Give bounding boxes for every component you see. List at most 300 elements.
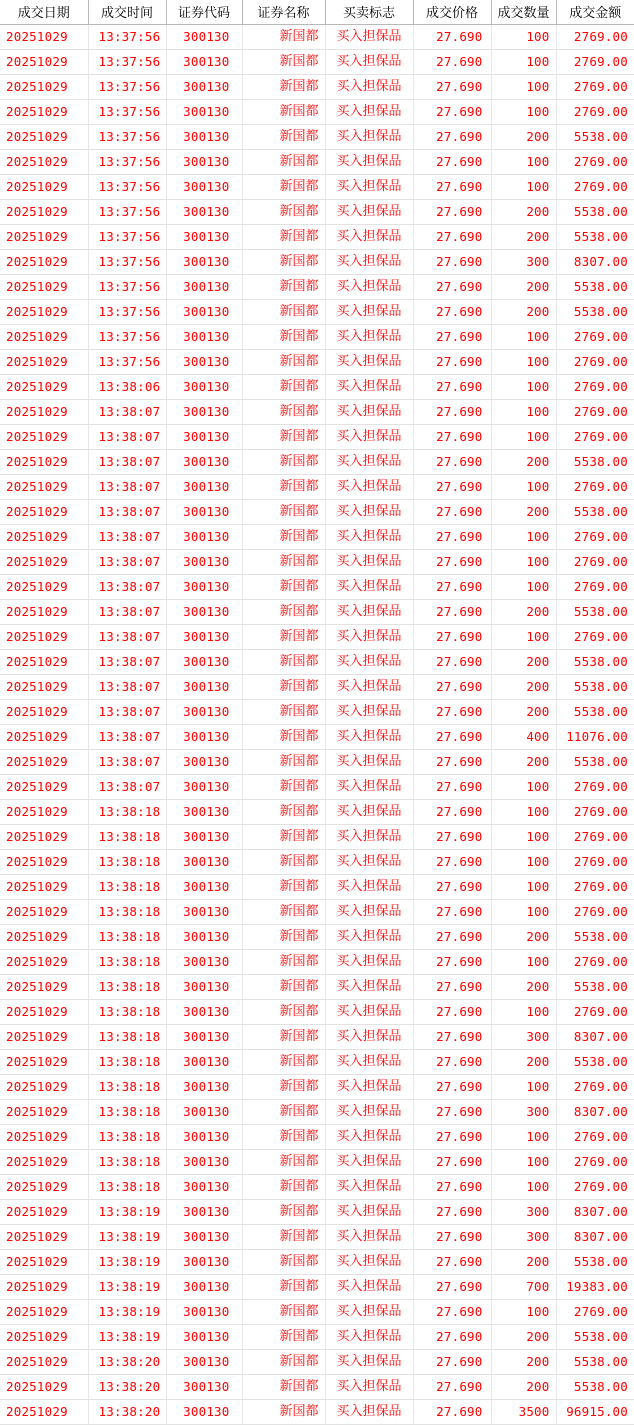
table-row[interactable]: [0, 1025, 634, 1050]
cell-flag: 买入担保品: [325, 1175, 413, 1200]
cell-time: 13:38:07: [88, 450, 166, 475]
table-row[interactable]: [0, 825, 634, 850]
cell-code: 300130: [166, 250, 242, 275]
cell-price: 27.690: [413, 325, 491, 350]
cell-code: 300130: [166, 925, 242, 950]
cell-flag: 买入担保品: [325, 50, 413, 75]
cell-name: 新国都: [242, 1125, 325, 1150]
column-header-name[interactable]: 证券名称: [242, 0, 325, 25]
cell-date: 20251029: [0, 25, 88, 50]
cell-code: 300130: [166, 900, 242, 925]
cell-code: 300130: [166, 75, 242, 100]
cell-price: 27.690: [413, 300, 491, 325]
cell-price: 27.690: [413, 825, 491, 850]
cell-amount: 5538.00: [556, 500, 634, 525]
cell-qty: 100: [491, 1175, 556, 1200]
table-row[interactable]: [0, 1400, 634, 1425]
cell-amount: 5538.00: [556, 200, 634, 225]
cell-date: 20251029: [0, 300, 88, 325]
table-row[interactable]: [0, 450, 634, 475]
cell-flag: 买入担保品: [325, 700, 413, 725]
table-row[interactable]: [0, 1225, 634, 1250]
cell-flag: 买入担保品: [325, 175, 413, 200]
cell-qty: 200: [491, 700, 556, 725]
cell-time: 13:38:18: [88, 1150, 166, 1175]
cell-date: 20251029: [0, 75, 88, 100]
cell-code: 300130: [166, 825, 242, 850]
table-row[interactable]: [0, 150, 634, 175]
cell-code: 300130: [166, 300, 242, 325]
cell-flag: 买入担保品: [325, 750, 413, 775]
cell-amount: 2769.00: [556, 425, 634, 450]
cell-time: 13:37:56: [88, 150, 166, 175]
cell-time: 13:37:56: [88, 100, 166, 125]
table-row[interactable]: [0, 1200, 634, 1225]
cell-code: 300130: [166, 1275, 242, 1300]
cell-date: 20251029: [0, 350, 88, 375]
table-row[interactable]: [0, 275, 634, 300]
cell-qty: 200: [491, 600, 556, 625]
table-row[interactable]: [0, 50, 634, 75]
cell-code: 300130: [166, 1200, 242, 1225]
cell-qty: 100: [491, 1075, 556, 1100]
table-row[interactable]: [0, 1175, 634, 1200]
cell-time: 13:38:18: [88, 1000, 166, 1025]
cell-code: 300130: [166, 625, 242, 650]
cell-qty: 200: [491, 125, 556, 150]
table-row[interactable]: [0, 1250, 634, 1275]
table-row[interactable]: [0, 875, 634, 900]
table-row[interactable]: [0, 675, 634, 700]
cell-qty: 200: [491, 675, 556, 700]
cell-price: 27.690: [413, 700, 491, 725]
cell-price: 27.690: [413, 500, 491, 525]
cell-date: 20251029: [0, 425, 88, 450]
cell-name: 新国都: [242, 250, 325, 275]
cell-time: 13:38:07: [88, 625, 166, 650]
cell-name: 新国都: [242, 800, 325, 825]
cell-price: 27.690: [413, 400, 491, 425]
cell-amount: 8307.00: [556, 1025, 634, 1050]
column-header-qty[interactable]: 成交数量: [491, 0, 556, 25]
table-row[interactable]: [0, 575, 634, 600]
cell-time: 13:38:07: [88, 500, 166, 525]
table-row[interactable]: [0, 400, 634, 425]
cell-time: 13:38:18: [88, 1125, 166, 1150]
cell-time: 13:38:07: [88, 400, 166, 425]
table-row[interactable]: [0, 1150, 634, 1175]
cell-price: 27.690: [413, 575, 491, 600]
cell-flag: 买入担保品: [325, 1325, 413, 1350]
cell-date: 20251029: [0, 875, 88, 900]
cell-name: 新国都: [242, 625, 325, 650]
cell-qty: 300: [491, 1225, 556, 1250]
cell-time: 13:37:56: [88, 275, 166, 300]
column-header-price[interactable]: 成交价格: [413, 0, 491, 25]
cell-time: 13:38:18: [88, 1025, 166, 1050]
cell-date: 20251029: [0, 1200, 88, 1225]
table-row[interactable]: [0, 1125, 634, 1150]
cell-qty: 200: [491, 750, 556, 775]
cell-time: 13:38:18: [88, 1100, 166, 1125]
table-row[interactable]: [0, 1050, 634, 1075]
cell-code: 300130: [166, 475, 242, 500]
cell-name: 新国都: [242, 275, 325, 300]
table-row[interactable]: [0, 625, 634, 650]
cell-amount: 5538.00: [556, 1050, 634, 1075]
cell-name: 新国都: [242, 1400, 325, 1425]
table-row[interactable]: [0, 600, 634, 625]
cell-qty: 100: [491, 1300, 556, 1325]
cell-qty: 200: [491, 450, 556, 475]
table-row[interactable]: [0, 250, 634, 275]
table-row[interactable]: [0, 500, 634, 525]
cell-qty: 200: [491, 1250, 556, 1275]
table-body: [0, 25, 634, 1425]
cell-name: 新国都: [242, 1175, 325, 1200]
cell-amount: 2769.00: [556, 625, 634, 650]
cell-amount: 2769.00: [556, 1150, 634, 1175]
table-row[interactable]: [0, 350, 634, 375]
cell-date: 20251029: [0, 575, 88, 600]
cell-date: 20251029: [0, 550, 88, 575]
cell-code: 300130: [166, 975, 242, 1000]
cell-amount: 5538.00: [556, 600, 634, 625]
cell-code: 300130: [166, 125, 242, 150]
cell-name: 新国都: [242, 300, 325, 325]
table-row[interactable]: [0, 925, 634, 950]
cell-price: 27.690: [413, 1050, 491, 1075]
cell-code: 300130: [166, 1175, 242, 1200]
cell-price: 27.690: [413, 1100, 491, 1125]
table-row[interactable]: [0, 1100, 634, 1125]
table-row[interactable]: [0, 1325, 634, 1350]
cell-time: 13:38:18: [88, 1050, 166, 1075]
cell-name: 新国都: [242, 575, 325, 600]
table-row[interactable]: [0, 1275, 634, 1300]
cell-time: 13:38:07: [88, 425, 166, 450]
table-row[interactable]: [0, 300, 634, 325]
table-row[interactable]: [0, 475, 634, 500]
cell-qty: 200: [491, 200, 556, 225]
table-row[interactable]: [0, 1000, 634, 1025]
cell-qty: 100: [491, 1125, 556, 1150]
cell-date: 20251029: [0, 625, 88, 650]
cell-flag: 买入担保品: [325, 525, 413, 550]
table-row[interactable]: [0, 650, 634, 675]
cell-qty: 100: [491, 775, 556, 800]
cell-code: 300130: [166, 800, 242, 825]
cell-amount: 2769.00: [556, 400, 634, 425]
cell-time: 13:38:20: [88, 1350, 166, 1375]
cell-amount: 5538.00: [556, 650, 634, 675]
cell-price: 27.690: [413, 725, 491, 750]
cell-time: 13:38:19: [88, 1275, 166, 1300]
cell-date: 20251029: [0, 1400, 88, 1425]
table-row[interactable]: [0, 375, 634, 400]
cell-flag: 买入担保品: [325, 1225, 413, 1250]
cell-time: 13:38:07: [88, 525, 166, 550]
cell-price: 27.690: [413, 1400, 491, 1425]
cell-price: 27.690: [413, 900, 491, 925]
table-row[interactable]: [0, 325, 634, 350]
cell-amount: 5538.00: [556, 1350, 634, 1375]
table-header-row: [0, 0, 634, 25]
cell-price: 27.690: [413, 875, 491, 900]
table-row[interactable]: [0, 100, 634, 125]
cell-flag: 买入担保品: [325, 1000, 413, 1025]
cell-qty: 100: [491, 625, 556, 650]
cell-code: 300130: [166, 1300, 242, 1325]
cell-price: 27.690: [413, 850, 491, 875]
table-row[interactable]: [0, 225, 634, 250]
cell-amount: 5538.00: [556, 700, 634, 725]
cell-name: 新国都: [242, 225, 325, 250]
cell-date: 20251029: [0, 225, 88, 250]
table-row[interactable]: [0, 775, 634, 800]
cell-date: 20251029: [0, 950, 88, 975]
cell-amount: 2769.00: [556, 1125, 634, 1150]
cell-price: 27.690: [413, 975, 491, 1000]
cell-date: 20251029: [0, 1225, 88, 1250]
cell-qty: 100: [491, 950, 556, 975]
cell-amount: 2769.00: [556, 825, 634, 850]
cell-qty: 100: [491, 325, 556, 350]
cell-date: 20251029: [0, 250, 88, 275]
table-row[interactable]: [0, 525, 634, 550]
cell-price: 27.690: [413, 475, 491, 500]
cell-flag: 买入担保品: [325, 575, 413, 600]
cell-price: 27.690: [413, 350, 491, 375]
cell-code: 300130: [166, 750, 242, 775]
cell-code: 300130: [166, 450, 242, 475]
cell-date: 20251029: [0, 1250, 88, 1275]
cell-date: 20251029: [0, 1325, 88, 1350]
cell-name: 新国都: [242, 1200, 325, 1225]
table-row[interactable]: [0, 175, 634, 200]
cell-price: 27.690: [413, 25, 491, 50]
cell-amount: 96915.00: [556, 1400, 634, 1425]
cell-price: 27.690: [413, 1300, 491, 1325]
cell-time: 13:38:19: [88, 1250, 166, 1275]
table-row[interactable]: [0, 425, 634, 450]
cell-name: 新国都: [242, 725, 325, 750]
cell-price: 27.690: [413, 925, 491, 950]
cell-qty: 200: [491, 275, 556, 300]
cell-time: 13:38:07: [88, 475, 166, 500]
table-row[interactable]: [0, 725, 634, 750]
cell-price: 27.690: [413, 125, 491, 150]
cell-amount: 2769.00: [556, 575, 634, 600]
cell-flag: 买入担保品: [325, 475, 413, 500]
cell-amount: 2769.00: [556, 550, 634, 575]
cell-amount: 2769.00: [556, 525, 634, 550]
table-row[interactable]: [0, 1300, 634, 1325]
cell-amount: 2769.00: [556, 325, 634, 350]
table-row[interactable]: [0, 125, 634, 150]
cell-time: 13:38:07: [88, 650, 166, 675]
cell-flag: 买入担保品: [325, 300, 413, 325]
cell-date: 20251029: [0, 925, 88, 950]
column-header-amount[interactable]: 成交金额: [556, 0, 634, 25]
cell-price: 27.690: [413, 1350, 491, 1375]
cell-price: 27.690: [413, 175, 491, 200]
column-header-time[interactable]: 成交时间: [88, 0, 166, 25]
cell-date: 20251029: [0, 800, 88, 825]
cell-amount: 19383.00: [556, 1275, 634, 1300]
cell-date: 20251029: [0, 450, 88, 475]
cell-name: 新国都: [242, 775, 325, 800]
cell-amount: 8307.00: [556, 1225, 634, 1250]
cell-date: 20251029: [0, 175, 88, 200]
table-row[interactable]: [0, 975, 634, 1000]
table-row[interactable]: [0, 850, 634, 875]
cell-date: 20251029: [0, 1375, 88, 1400]
table-row[interactable]: [0, 200, 634, 225]
cell-qty: 100: [491, 375, 556, 400]
table-row[interactable]: [0, 950, 634, 975]
cell-price: 27.690: [413, 1225, 491, 1250]
cell-amount: 2769.00: [556, 25, 634, 50]
cell-time: 13:37:56: [88, 25, 166, 50]
cell-name: 新国都: [242, 150, 325, 175]
cell-code: 300130: [166, 1250, 242, 1275]
cell-code: 300130: [166, 550, 242, 575]
cell-time: 13:38:18: [88, 875, 166, 900]
table-row[interactable]: [0, 25, 634, 50]
cell-flag: 买入担保品: [325, 400, 413, 425]
cell-flag: 买入担保品: [325, 675, 413, 700]
table-row[interactable]: [0, 550, 634, 575]
table-header: [0, 0, 634, 25]
cell-date: 20251029: [0, 1075, 88, 1100]
cell-amount: 5538.00: [556, 1250, 634, 1275]
cell-price: 27.690: [413, 1250, 491, 1275]
column-header-code[interactable]: 证券代码: [166, 0, 242, 25]
cell-qty: 100: [491, 425, 556, 450]
cell-date: 20251029: [0, 275, 88, 300]
cell-code: 300130: [166, 1025, 242, 1050]
cell-date: 20251029: [0, 525, 88, 550]
cell-amount: 2769.00: [556, 375, 634, 400]
cell-qty: 100: [491, 100, 556, 125]
cell-code: 300130: [166, 275, 242, 300]
cell-code: 300130: [166, 1000, 242, 1025]
cell-date: 20251029: [0, 1025, 88, 1050]
cell-amount: 2769.00: [556, 875, 634, 900]
cell-date: 20251029: [0, 600, 88, 625]
column-header-flag[interactable]: 买卖标志: [325, 0, 413, 25]
cell-code: 300130: [166, 775, 242, 800]
table-row[interactable]: [0, 1375, 634, 1400]
cell-qty: 100: [491, 850, 556, 875]
cell-flag: 买入担保品: [325, 1100, 413, 1125]
cell-code: 300130: [166, 100, 242, 125]
table-row[interactable]: [0, 75, 634, 100]
table-row[interactable]: [0, 900, 634, 925]
cell-name: 新国都: [242, 850, 325, 875]
cell-qty: 100: [491, 800, 556, 825]
cell-name: 新国都: [242, 700, 325, 725]
cell-code: 300130: [166, 1125, 242, 1150]
cell-price: 27.690: [413, 1125, 491, 1150]
table-row[interactable]: [0, 750, 634, 775]
cell-flag: 买入担保品: [325, 1350, 413, 1375]
cell-code: 300130: [166, 350, 242, 375]
cell-code: 300130: [166, 1100, 242, 1125]
cell-date: 20251029: [0, 150, 88, 175]
cell-code: 300130: [166, 950, 242, 975]
cell-code: 300130: [166, 375, 242, 400]
cell-amount: 5538.00: [556, 675, 634, 700]
cell-flag: 买入担保品: [325, 975, 413, 1000]
table-row[interactable]: [0, 800, 634, 825]
cell-qty: 100: [491, 1000, 556, 1025]
cell-amount: 5538.00: [556, 925, 634, 950]
cell-amount: 8307.00: [556, 250, 634, 275]
cell-amount: 2769.00: [556, 150, 634, 175]
cell-flag: 买入担保品: [325, 1125, 413, 1150]
cell-date: 20251029: [0, 675, 88, 700]
cell-time: 13:38:07: [88, 600, 166, 625]
cell-time: 13:38:18: [88, 975, 166, 1000]
cell-time: 13:38:06: [88, 375, 166, 400]
cell-price: 27.690: [413, 75, 491, 100]
cell-code: 300130: [166, 675, 242, 700]
column-header-date[interactable]: 成交日期: [0, 0, 88, 25]
cell-date: 20251029: [0, 1300, 88, 1325]
cell-code: 300130: [166, 1050, 242, 1075]
cell-time: 13:37:56: [88, 75, 166, 100]
cell-amount: 2769.00: [556, 50, 634, 75]
cell-date: 20251029: [0, 900, 88, 925]
table-row[interactable]: [0, 700, 634, 725]
cell-date: 20251029: [0, 725, 88, 750]
cell-flag: 买入担保品: [325, 900, 413, 925]
table-row[interactable]: [0, 1075, 634, 1100]
cell-date: 20251029: [0, 1000, 88, 1025]
cell-name: 新国都: [242, 875, 325, 900]
cell-amount: 2769.00: [556, 950, 634, 975]
cell-code: 300130: [166, 1225, 242, 1250]
cell-flag: 买入担保品: [325, 1375, 413, 1400]
cell-amount: 2769.00: [556, 1175, 634, 1200]
cell-amount: 2769.00: [556, 1000, 634, 1025]
cell-date: 20251029: [0, 650, 88, 675]
cell-name: 新国都: [242, 1350, 325, 1375]
cell-amount: 5538.00: [556, 1325, 634, 1350]
cell-qty: 200: [491, 500, 556, 525]
cell-price: 27.690: [413, 1025, 491, 1050]
cell-time: 13:38:07: [88, 775, 166, 800]
cell-flag: 买入担保品: [325, 1150, 413, 1175]
cell-price: 27.690: [413, 375, 491, 400]
cell-name: 新国都: [242, 350, 325, 375]
cell-name: 新国都: [242, 1275, 325, 1300]
cell-time: 13:37:56: [88, 300, 166, 325]
cell-name: 新国都: [242, 475, 325, 500]
cell-qty: 100: [491, 150, 556, 175]
cell-price: 27.690: [413, 1000, 491, 1025]
table-row[interactable]: [0, 1350, 634, 1375]
cell-code: 300130: [166, 725, 242, 750]
cell-amount: 5538.00: [556, 1375, 634, 1400]
cell-date: 20251029: [0, 700, 88, 725]
cell-qty: 100: [491, 900, 556, 925]
cell-flag: 买入担保品: [325, 625, 413, 650]
cell-name: 新国都: [242, 1075, 325, 1100]
cell-name: 新国都: [242, 1150, 325, 1175]
